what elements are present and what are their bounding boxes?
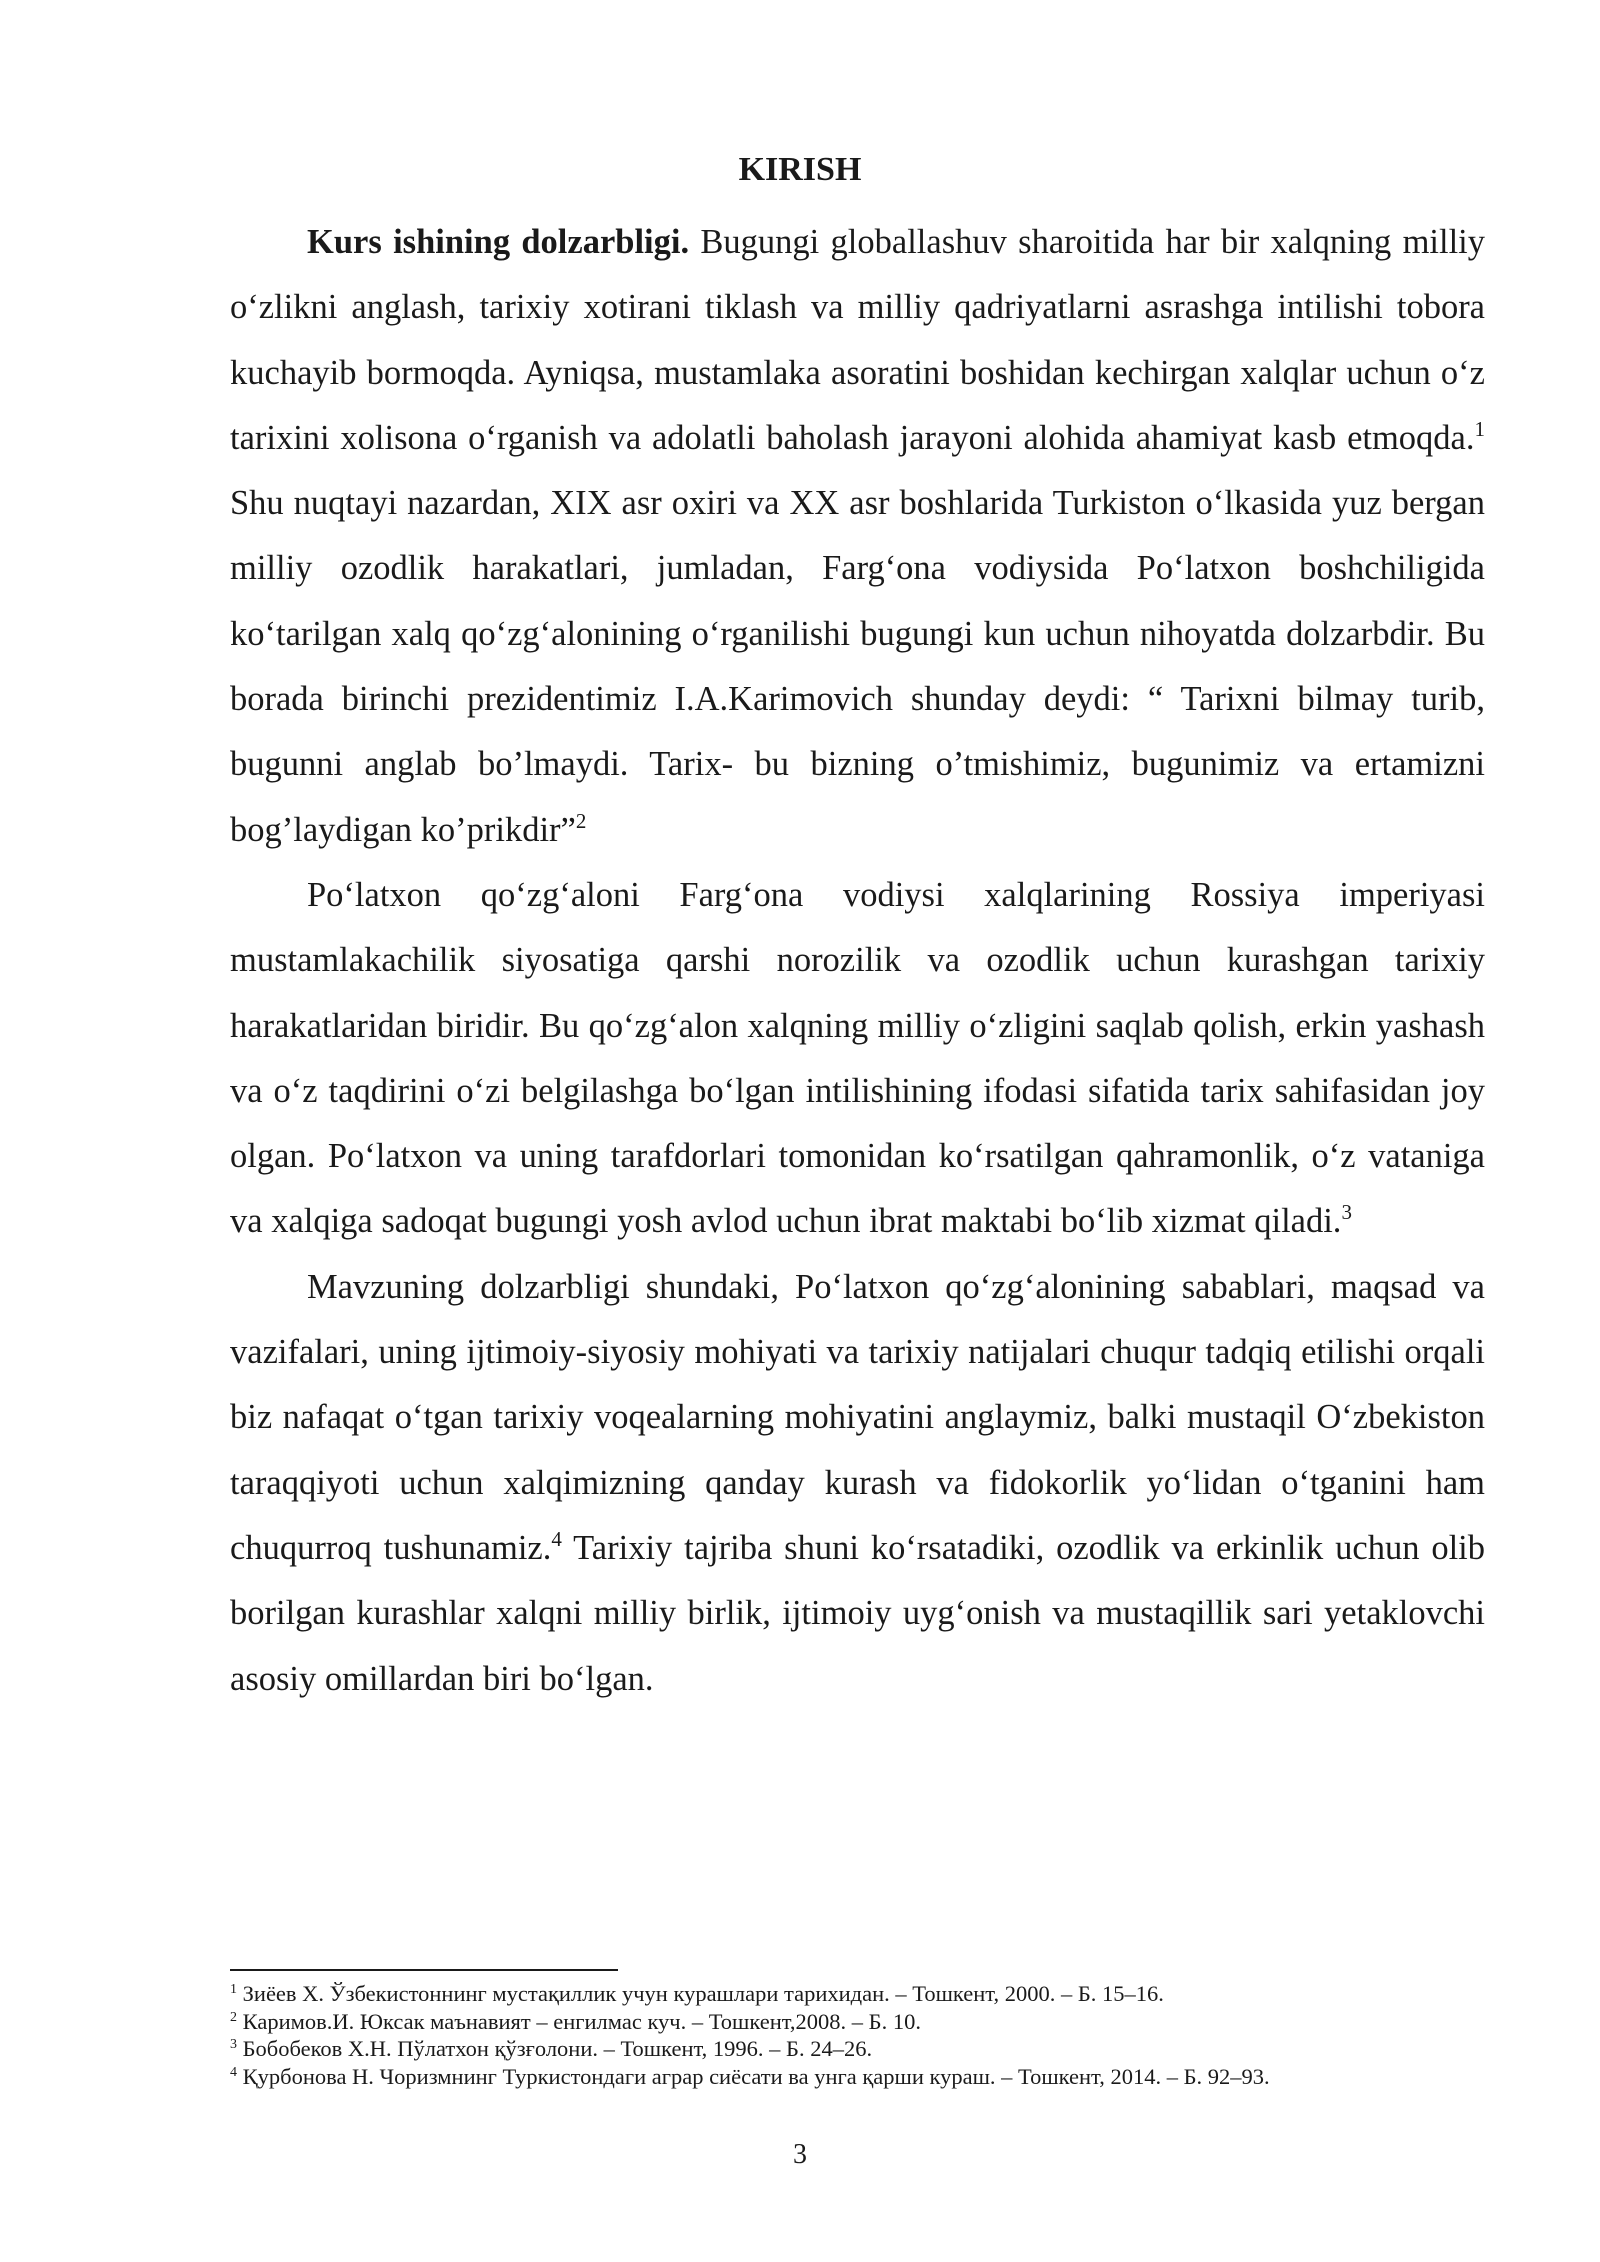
footnote-number: 3 bbox=[230, 2037, 237, 2052]
paragraph-text: Bugungi globallashuv sharoitida har bir xalqning milliy o‘zlikni anglash, tarixiy xotirani tiklash va milliy qadriyatlarni asrashga intilishi tobora kuchayib bormoqda. Ayniqsa, mustamlaka asoratini boshidan kechirgan xalqlar uchun o‘z tarixini xolisona o‘rganish va adolatli baholash jarayoni alohida ahamiyat kasb etmoqda. bbox=[230, 223, 1485, 457]
footnote-text: Каримов.И. Юксак маънавият – енгилмас куч. – Тошкент,2008. – Б. 10. bbox=[237, 2008, 921, 2034]
footnote-number: 2 bbox=[230, 2009, 237, 2025]
footnote-text: Қурбонова Н. Чоризмнинг Туркистондаги аграр сиёсати ва унга қарши кураш. – Тошкент, 2014. – Б. 92–93. bbox=[237, 2063, 1270, 2089]
paragraph-text: Shu nuqtayi nazardan, XIX asr oxiri va XX asr boshlarida Turkiston o‘lkasida yuz bergan milliy ozodlik harakatlari, jumladan, Farg‘ona vodiysida Po‘latxon boshchiligida ko‘tarilgan xalq qo‘zg‘alonining o‘rganilishi bugungi kun uchun nihoyatda dolzarbdir. Bu borada birinchi prezidentimiz I.A.Karimovich shunday deydi: “ Tarixni bilmay turib, bugunni anglab bo’lmaydi. Tarix- bu bizning o’tmishimiz, bugunimiz va ertamizni bog’laydigan ko’prikdir” bbox=[230, 484, 1485, 849]
paragraph-text: Po‘latxon qo‘zg‘aloni Farg‘ona vodiysi xalqlarining Rossiya imperiyasi mustamlakachilik siyosatiga qarshi norozilik va ozodlik uchun kurashgan tarixiy harakatlaridan biridir. Bu qo‘zg‘alon xalqning milliy o‘zligini saqlab qolish, erkin yashash va o‘z taqdirini o‘zi belgilashga bo‘lgan intilishining ifodasi sifatida tarix sahifasidan joy olgan. Po‘latxon va uning tarafdorlari tomonidan ko‘rsatilgan qahramonlik, o‘z vataniga va xalqiga sadoqat bugungi yosh avlod uchun ibrat maktabi bo‘lib xizmat qiladi. bbox=[230, 875, 1485, 1241]
footnote-separator bbox=[230, 1969, 618, 1971]
paragraph-topic bbox=[230, 1255, 1485, 1712]
footnote-3 bbox=[230, 2035, 1510, 2063]
footnote-2 bbox=[230, 2008, 1510, 2036]
footnote-ref-4[interactable]: 4 bbox=[551, 1526, 562, 1551]
paragraph-text: Mavzuning dolzarbligi shundaki, Po‘latxon qo‘zg‘alonining sabablari, maqsad va vazifalari, uning ijtimoiy-siyosiy mohiyati va tarixiy natijalari chuqur tadqiq etilishi orqali biz nafaqat o‘tgan tarixiy voqealarning mohiyatini anglaymiz, balki mustaqil O‘zbekiston taraqqiyoti uchun xalqimizning qanday kurash va fidokorlik yo‘lidan o‘tganini ham chuqurroq tushunamiz. bbox=[230, 1267, 1485, 1567]
footnote-4 bbox=[230, 2063, 1510, 2091]
footnote-1 bbox=[230, 1980, 1510, 2008]
footnote-ref-2[interactable]: 2 bbox=[575, 808, 587, 833]
page-number: 3 bbox=[793, 2139, 807, 2170]
paragraph-lead: Kurs ishining dolzarbligi. bbox=[307, 223, 690, 261]
footnote-ref-3[interactable]: 3 bbox=[1341, 1200, 1352, 1225]
footnote-text: Бобобеков Х.Н. Пўлатхон қўзғолони. – Тошкент, 1996. – Б. 24–26. bbox=[237, 2036, 873, 2061]
footnotes bbox=[230, 1980, 1510, 2090]
section-title: KIRISH bbox=[738, 151, 862, 188]
footnote-number: 4 bbox=[230, 2064, 237, 2080]
footnote-number: 1 bbox=[230, 1982, 237, 1997]
paragraph-relevance bbox=[230, 210, 1485, 863]
paragraph-uprising bbox=[230, 863, 1485, 1255]
paragraph-text: Tarixiy tajriba shuni ko‘rsatadiki, ozodlik va erkinlik uchun olib borilgan kurashlar xalqni milliy birlik, ijtimoiy uyg‘onish va mustaqillik sari yetaklovchi asosiy omillardan biri bo‘lgan. bbox=[230, 1528, 1486, 1698]
footnote-text: Зиёев Х. Ўзбекистоннинг мустақиллик учун курашлари тарихидан. – Тошкент, 2000. – Б. 15–16. bbox=[237, 1981, 1164, 2006]
footnote-ref-1[interactable]: 1 bbox=[1474, 416, 1485, 441]
main-text bbox=[230, 210, 1485, 1712]
